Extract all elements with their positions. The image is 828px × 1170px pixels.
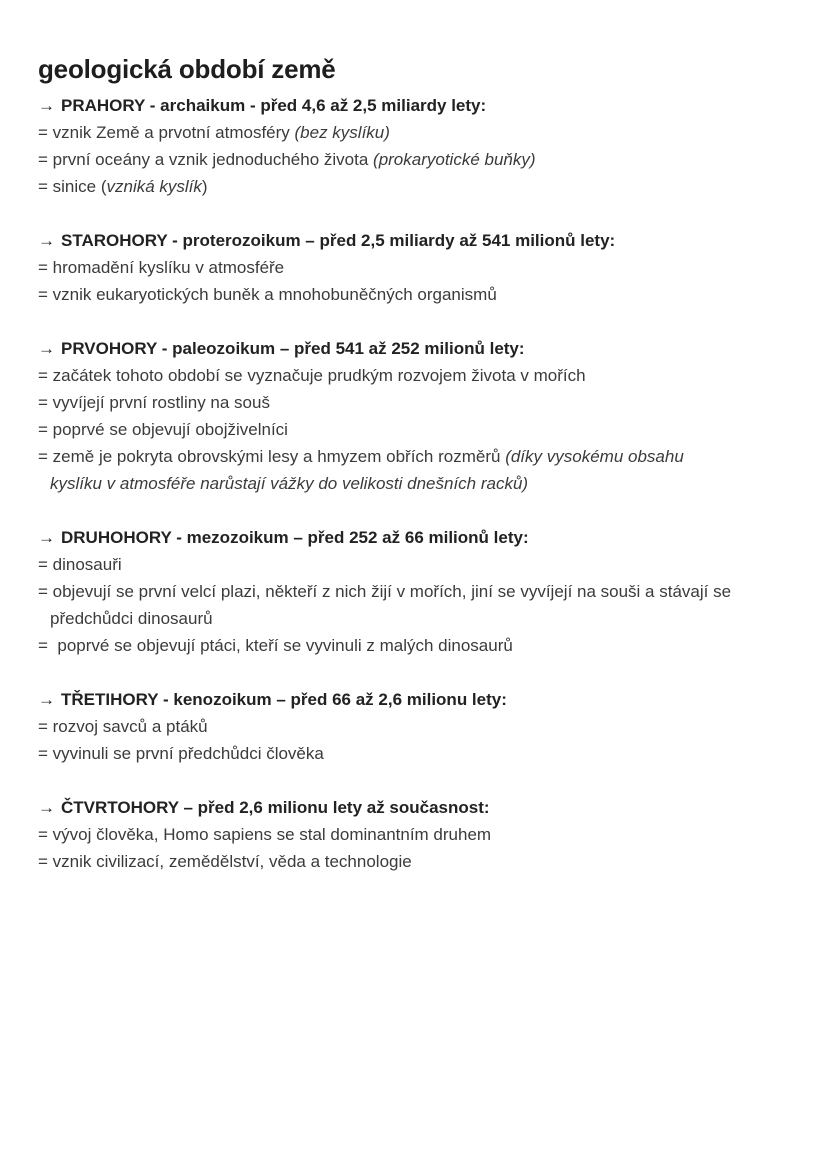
text-segment-italic: kyslíku v atmosféře narůstají vážky do velikosti dnešních racků) [50, 474, 529, 493]
bullet-line [38, 551, 792, 578]
section-heading-text: STAROHORY - proterozoikum – před 2,5 miliardy až 541 milionů lety: [61, 231, 616, 250]
section-bullets [38, 254, 792, 308]
bullet-line [38, 848, 792, 875]
section [38, 686, 792, 767]
bullet-line [38, 821, 792, 848]
section-bullets [38, 119, 792, 200]
arrow-icon: → [38, 231, 55, 250]
bullet-line [38, 740, 792, 767]
bullet-line [38, 281, 792, 308]
text-segment-italic: vzniká kyslík [106, 177, 202, 196]
bullet-line [38, 578, 792, 605]
text-segment: = vyvinuli se první předchůdci člověka [38, 744, 324, 763]
text-segment: = vyvíjejí první rostliny na souš [38, 393, 270, 412]
text-segment: = vznik eukaryotických buněk a mnohobuněčných organismů [38, 285, 497, 304]
bullet-line-continuation [38, 470, 792, 497]
text-segment: = dinosauři [38, 555, 122, 574]
section-heading [38, 686, 792, 713]
arrow-icon: → [38, 528, 55, 547]
section-bullets [38, 551, 792, 659]
bullet-line [38, 443, 792, 470]
section [38, 227, 792, 308]
bullet-line [38, 389, 792, 416]
section [38, 335, 792, 497]
section-heading [38, 335, 792, 362]
text-segment-italic: (prokaryotické buňky) [373, 150, 536, 169]
document-page [38, 52, 792, 902]
section-heading [38, 524, 792, 551]
bullet-line [38, 416, 792, 443]
bullet-line [38, 119, 792, 146]
bullet-line-continuation [38, 605, 792, 632]
section-heading [38, 227, 792, 254]
text-segment: = poprvé se objevují ptáci, kteří se vyvinuli z malých dinosaurů [38, 636, 513, 655]
text-segment: = rozvoj savců a ptáků [38, 717, 208, 736]
text-segment: = hromadění kyslíku v atmosféře [38, 258, 285, 277]
arrow-icon: → [38, 96, 55, 115]
section-heading [38, 794, 792, 821]
bullet-line [38, 713, 792, 740]
section-bullets [38, 713, 792, 767]
text-segment: = sinice ( [38, 177, 107, 196]
text-segment: = vznik Země a prvotní atmosféry [38, 123, 295, 142]
text-segment-italic: (díky vysokému obsahu [505, 447, 684, 466]
section-heading-text: PRVOHORY - paleozoikum – před 541 až 252 milionů lety: [61, 339, 525, 358]
bullet-line [38, 173, 792, 200]
section-bullets [38, 362, 792, 497]
bullet-line [38, 632, 792, 659]
section-heading-text: PRAHORY - archaikum - před 4,6 až 2,5 miliardy lety: [61, 96, 487, 115]
section-heading-text: TŘETIHORY - kenozoikum – před 66 až 2,6 milionu lety: [61, 690, 507, 709]
text-segment: = vznik civilizací, zemědělství, věda a technologie [38, 852, 412, 871]
text-segment: = vývoj člověka, Homo sapiens se stal dominantním druhem [38, 825, 492, 844]
section [38, 92, 792, 200]
section-bullets [38, 821, 792, 875]
arrow-icon: → [38, 798, 55, 817]
arrow-icon: → [38, 690, 55, 709]
text-segment: = začátek tohoto období se vyznačuje prudkým rozvojem života v mořích [38, 366, 586, 385]
sections-container [38, 92, 792, 875]
text-segment: = objevují se první velcí plazi, někteří z nich žijí v mořích, jiní se vyvíjejí na souši a stávají se [38, 582, 732, 601]
page-title: geologická období země [38, 54, 336, 84]
section [38, 524, 792, 659]
section-heading [38, 92, 792, 119]
text-segment: předchůdci dinosaurů [50, 609, 213, 628]
text-segment: = první oceány a vznik jednoduchého života [38, 150, 374, 169]
bullet-line [38, 146, 792, 173]
section-heading-text: DRUHOHORY - mezozoikum – před 252 až 66 milionů lety: [61, 528, 529, 547]
bullet-line [38, 254, 792, 281]
text-segment: = poprvé se objevují obojživelníci [38, 420, 288, 439]
section-heading-text: ČTVRTOHORY – před 2,6 milionu lety až současnost: [61, 798, 490, 817]
text-segment: = země je pokryta obrovskými lesy a hmyzem obřích rozměrů [38, 447, 506, 466]
text-segment-italic: (bez kyslíku) [294, 123, 390, 142]
arrow-icon: → [38, 339, 55, 358]
text-segment: ) [201, 177, 208, 196]
section [38, 794, 792, 875]
bullet-line [38, 362, 792, 389]
